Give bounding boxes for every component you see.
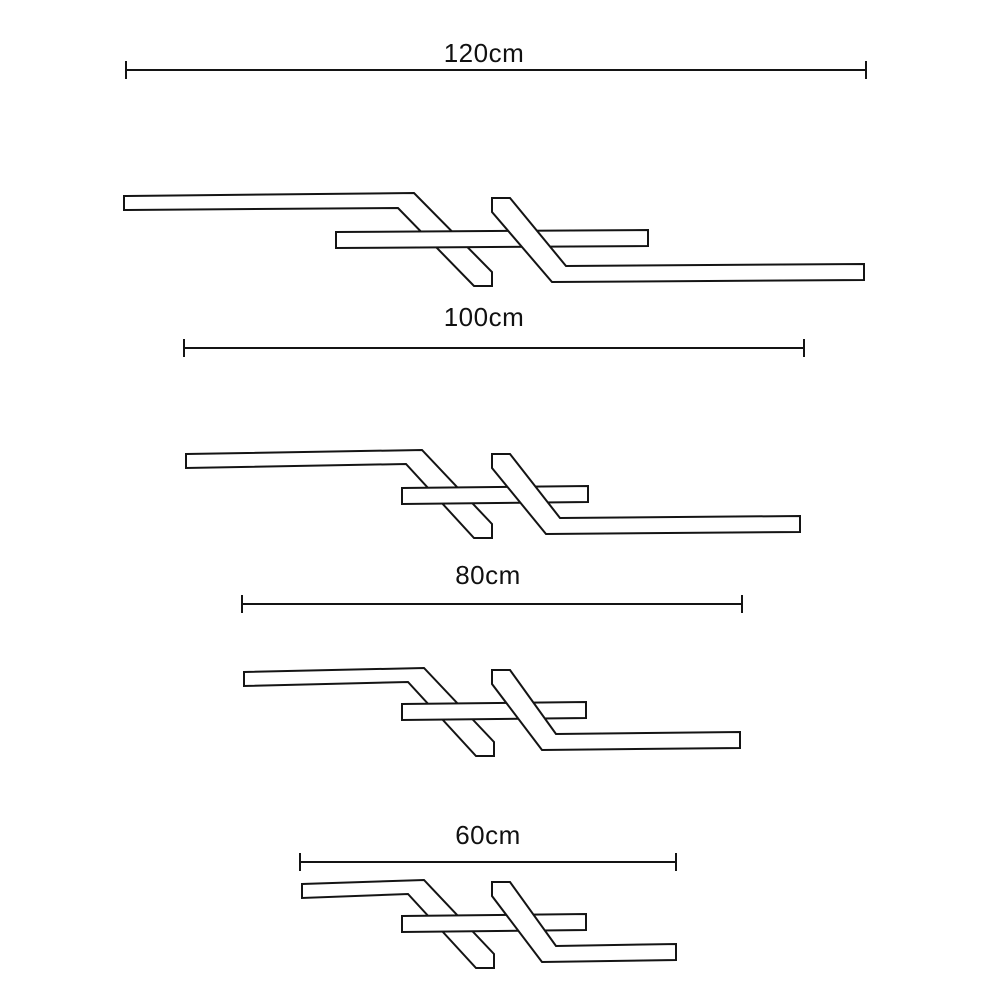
size-variant-60cm [0, 800, 1000, 1000]
dimension-label-120cm: 120cm [443, 38, 525, 68]
size-variant-80cm [0, 540, 1000, 740]
lamp-illustration-60cm [0, 876, 1000, 996]
dimension-label-60cm: 60cm [455, 820, 521, 850]
lamp-illustration-120cm [0, 90, 1000, 240]
lamp-illustration-80cm [0, 622, 1000, 742]
dimension-label-80cm: 80cm [455, 560, 521, 590]
size-variant-120cm [0, 0, 1000, 250]
lamp-illustration-100cm [0, 368, 1000, 498]
dimension-line-120cm [0, 52, 1000, 92]
size-variant-100cm [0, 280, 1000, 510]
dimension-label-100cm: 100cm [443, 302, 525, 332]
dimension-line-100cm [0, 332, 1000, 372]
